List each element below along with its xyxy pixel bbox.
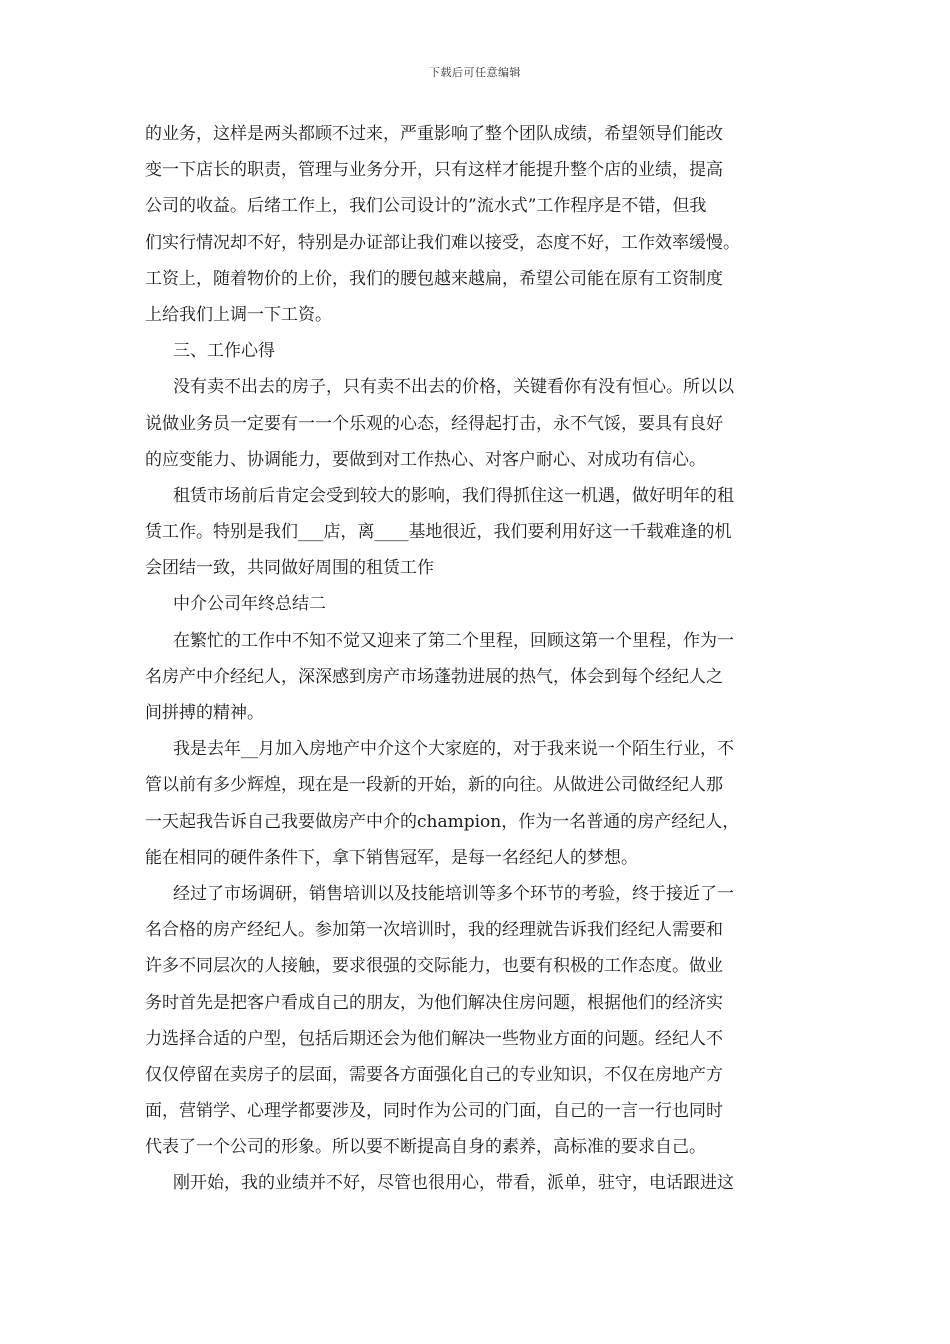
text-line: 能在相同的硬件条件下，拿下销售冠军，是每一名经纪人的梦想。 [145, 847, 638, 868]
text-line: 一天起我告诉自己我要做房产中介的champion，作为一名普通的房产经纪人， [145, 811, 740, 832]
document-body [145, 116, 805, 1202]
text-line: 管以前有多少辉煌，现在是一段新的开始，新的向往。从做进公司做经纪人那 [145, 775, 723, 796]
text-line: 在繁忙的工作中不知不觉又迎来了第二个里程，回顾这第一个里程，作为一 [173, 630, 734, 651]
text-line: 变一下店长的职责，管理与业务分开，只有这样才能提升整个店的业绩，提高 [145, 160, 723, 181]
text-line: 力选择合适的户型，包括后期还会为他们解决一些物业方面的问题。经纪人不 [145, 1028, 723, 1049]
text-line: 会团结一致，共同做好周围的租赁工作 [145, 558, 434, 579]
text-line: 名合格的房产经纪人。参加第一次培训时，我的经理就告诉我们经纪人需要和 [145, 920, 723, 941]
text-line: 赁工作。特别是我们___店，离____基地很近，我们要利用好这一千载难逢的机 [145, 522, 732, 543]
text-line: 们实行情况却不好，特别是办证部让我们难以接受，态度不好，工作效率缓慢。 [145, 232, 740, 253]
text-line: 面，营销学、心理学都要涉及，同时作为公司的门面，自己的一言一行也同时 [145, 1101, 723, 1122]
text-line: 租赁市场前后肯定会受到较大的影响，我们得抓住这一机遇，做好明年的租 [173, 485, 734, 506]
text-line: 仅仅停留在卖房子的层面，需要各方面强化自己的专业知识，不仅在房地产方 [145, 1064, 723, 1085]
text-line: 代表了一个公司的形象。所以要不断提高自身的素养，高标准的要求自己。 [145, 1137, 706, 1158]
text-line: 公司的收益。后绪工作上，我们公司设计的”流水式”工作程序是不错，但我 [145, 196, 707, 217]
section-heading: 三、工作心得 [173, 341, 275, 362]
text-line: 许多不同层次的人接触，要求很强的交际能力，也要有积极的工作态度。做业 [145, 956, 723, 977]
text-line: 间拼搏的精神。 [145, 703, 264, 723]
text-line: 经过了市场调研，销售培训以及技能培训等多个环节的考验，终于接近了一 [173, 883, 734, 904]
text-line: 我是去年__月加入房地产中介这个大家庭的，对于我来说一个陌生行业，不 [173, 739, 734, 760]
text-line: 的应变能力、协调能力，要做到对工作热心、对客户耐心、对成功有信心。 [145, 449, 706, 470]
text-line: 名房产中介经纪人，深深感到房产市场蓬勃进展的热气，体会到每个经纪人之 [145, 666, 723, 687]
text-line: 工资上，随着物价的上价，我们的腰包越来越扁，希望公司能在原有工资制度 [145, 268, 723, 289]
text-line: 没有卖不出去的房子，只有卖不出去的价格，关键看你有没有恒心。所以以 [173, 377, 734, 398]
text-line: 的业务，这样是两头都顾不过来，严重影响了整个团队成绩，希望领导们能改 [145, 124, 723, 144]
text-line: 刚开始，我的业绩并不好，尽管也很用心，带看，派单，驻守，电话跟进这 [173, 1173, 734, 1194]
page-header: 下载后可任意编辑 [429, 66, 521, 79]
section-heading: 中介公司年终总结二 [173, 594, 326, 615]
text-line: 说做业务员一定要有一一个乐观的心态，经得起打击，永不气馁，要具有良好 [145, 413, 723, 434]
text-line: 务时首先是把客户看成自己的朋友，为他们解决住房问题，根据他们的经济实 [145, 992, 723, 1013]
text-line: 上给我们上调一下工资。 [145, 304, 332, 325]
